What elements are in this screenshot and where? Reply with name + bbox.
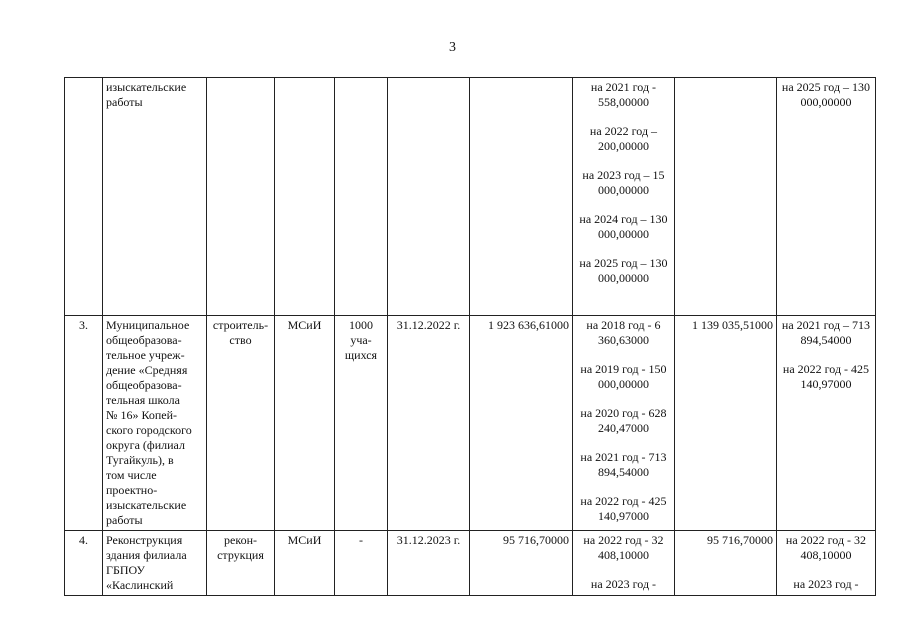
construction-type xyxy=(207,78,275,316)
financing-by-year xyxy=(573,78,675,316)
estimated-cost: 1 923 636,61000 xyxy=(470,316,573,531)
deadline: 31.12.2023 г. xyxy=(388,531,470,596)
capacity xyxy=(335,78,388,316)
investment-table xyxy=(64,77,876,596)
financing-entry: на 2022 год - 32 408,10000 xyxy=(583,533,664,562)
federal-by-year xyxy=(777,316,876,531)
name-line: «Каслинский xyxy=(106,578,174,592)
financing-by-year xyxy=(573,531,675,596)
customer xyxy=(275,78,335,316)
name-line: Тугайкуль), в xyxy=(106,453,174,467)
financing-entry: на 2022 год – 200,00000 xyxy=(589,124,658,153)
deadline: 31.12.2022 г. xyxy=(388,316,470,531)
financing-entry: на 2019 год - 150 000,00000 xyxy=(580,362,667,391)
financing-entry: на 2020 год - 628 240,47000 xyxy=(580,406,667,435)
row-number xyxy=(65,78,103,316)
name-line: работы xyxy=(106,95,143,109)
capacity: - xyxy=(335,531,388,596)
table-body xyxy=(65,78,876,596)
name-line: Реконструкция xyxy=(106,533,183,547)
name-line: ского городского xyxy=(106,423,192,437)
table-row xyxy=(65,316,876,531)
financing-entry: на 2023 год - xyxy=(590,577,657,591)
name-line: ГБПОУ xyxy=(106,563,145,577)
name-line: № 16» Копей- xyxy=(106,408,178,422)
financing-entry: на 2021 год - 558,00000 xyxy=(590,80,657,109)
federal-by-year xyxy=(777,531,876,596)
name-line: тельное учреж- xyxy=(106,348,185,362)
federal-total xyxy=(675,78,777,316)
capacity: 1000 уча-щихся xyxy=(335,316,388,531)
customer: МСиИ xyxy=(275,316,335,531)
object-name xyxy=(103,531,207,596)
table-row xyxy=(65,531,876,596)
name-line: изыскательские xyxy=(106,498,187,512)
table-row xyxy=(65,78,876,316)
name-line: здания филиала xyxy=(106,548,187,562)
name-line: общеобразова- xyxy=(106,378,182,392)
name-line: работы xyxy=(106,513,143,527)
federal-total: 95 716,70000 xyxy=(675,531,777,596)
name-line: округа (филиал xyxy=(106,438,185,452)
financing-entry: на 2022 год - 425 140,97000 xyxy=(580,494,667,523)
financing-entry: на 2021 год - 713 894,54000 xyxy=(580,450,667,479)
customer: МСиИ xyxy=(275,531,335,596)
construction-type: рекон-струкция xyxy=(207,531,275,596)
deadline xyxy=(388,78,470,316)
federal-entry: на 2021 год – 713 894,54000 xyxy=(781,318,871,347)
estimated-cost: 95 716,70000 xyxy=(470,531,573,596)
name-line: Муниципальное xyxy=(106,318,190,332)
financing-entry: на 2024 год – 130 000,00000 xyxy=(579,212,668,241)
financing-entry: на 2023 год – 15 000,00000 xyxy=(582,168,665,197)
row-number: 4. xyxy=(65,531,103,596)
federal-entry: на 2022 год - 32 408,10000 xyxy=(785,533,867,562)
object-name xyxy=(103,316,207,531)
financing-entry: на 2025 год – 130 000,00000 xyxy=(579,256,668,285)
construction-type: строитель-ство xyxy=(207,316,275,531)
name-line: общеобразова- xyxy=(106,333,182,347)
row-number: 3. xyxy=(65,316,103,531)
federal-entry: на 2023 год - xyxy=(793,577,859,591)
federal-entry: на 2025 год – 130 000,00000 xyxy=(781,80,871,109)
object-name xyxy=(103,78,207,316)
name-line: проектно- xyxy=(106,483,158,497)
financing-by-year xyxy=(573,316,675,531)
name-line: том числе xyxy=(106,468,157,482)
estimated-cost xyxy=(470,78,573,316)
federal-entry: на 2022 год - 425 140,97000 xyxy=(782,362,870,391)
page-number: 3 xyxy=(449,40,456,55)
name-line: тельная школа xyxy=(106,393,180,407)
federal-total: 1 139 035,51000 xyxy=(675,316,777,531)
name-line: изыскательские xyxy=(106,80,187,94)
financing-entry: на 2018 год - 6 360,63000 xyxy=(586,318,661,347)
name-line: дение «Средняя xyxy=(106,363,188,377)
federal-by-year xyxy=(777,78,876,316)
